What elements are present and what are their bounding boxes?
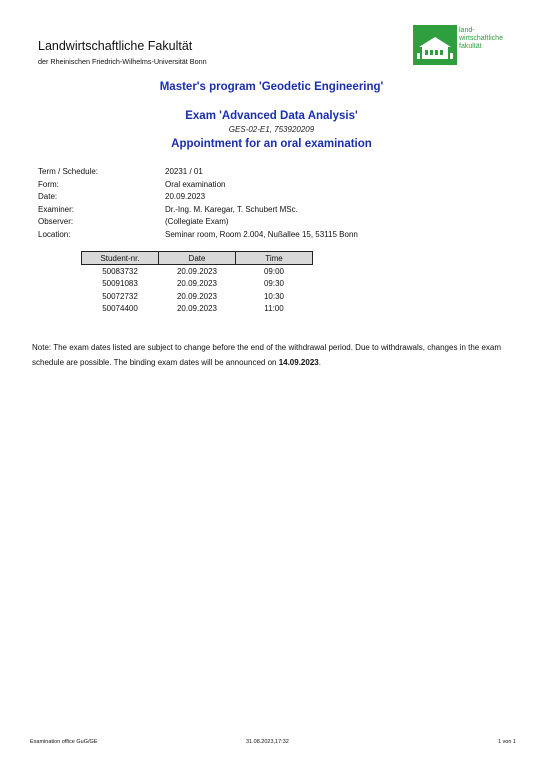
info-row-observer: Observer: (Collegiate Exam) <box>38 217 229 226</box>
info-row-examiner: Examiner: Dr.-Ing. M. Karegar, T. Schubert MSc. <box>38 204 298 214</box>
footer-office: Examination office GuG/GE <box>30 739 98 745</box>
exam-code: GES-02-E1, 753920209 <box>228 125 315 134</box>
info-row-form: Form: Oral examination <box>38 179 226 189</box>
table-row: 50074400 20.09.2023 11:00 <box>102 304 284 314</box>
announcement-date: 14.09.2023 <box>278 358 319 367</box>
table-row: 50083732 20.09.2023 09:00 <box>102 266 285 276</box>
faculty-logo-icon <box>413 25 459 67</box>
column-header-student-nr: Student-nr. <box>82 252 159 265</box>
logo-text: land- wirtschaftliche fakultät <box>459 27 503 51</box>
program-title: Master's program 'Geodetic Engineering' <box>159 81 384 93</box>
table-header-row <box>82 252 313 265</box>
exam-title: Exam 'Advanced Data Analysis' <box>185 110 358 122</box>
table-row: 50091083 20.09.2023 09:30 <box>102 279 285 289</box>
note-paragraph: Note: The exam dates listed are subject to change before the end of the withdrawal period. Due to withdrawals, changes in the exam schedule are possible. The binding exam dates will be announced on 14.09.2023. <box>32 343 502 367</box>
column-header-time: Time <box>236 252 313 265</box>
info-row-location: Location: Seminar room, Room 2.004, Nußallee 15, 53115 Bonn <box>38 229 358 239</box>
faculty-name: Landwirtschaftliche Fakultät <box>38 39 193 53</box>
info-row-term: Term / Schedule: 20231 / 01 <box>38 167 203 176</box>
column-header-date: Date <box>159 252 236 265</box>
faculty-logo <box>413 25 523 67</box>
footer-page-number: 1 von 1 <box>497 739 516 745</box>
info-row-date: Date: 20.09.2023 <box>38 192 206 201</box>
schedule-table <box>81 251 313 315</box>
footer-timestamp: 31.08.2023,17:32 <box>246 739 289 745</box>
table-row: 50072732 20.09.2023 10:30 <box>102 291 285 301</box>
appointment-title: Appointment for an oral examination <box>171 138 372 150</box>
university-name: der Rheinischen Friedrich-Wilhelms-Universität Bonn <box>38 57 207 66</box>
